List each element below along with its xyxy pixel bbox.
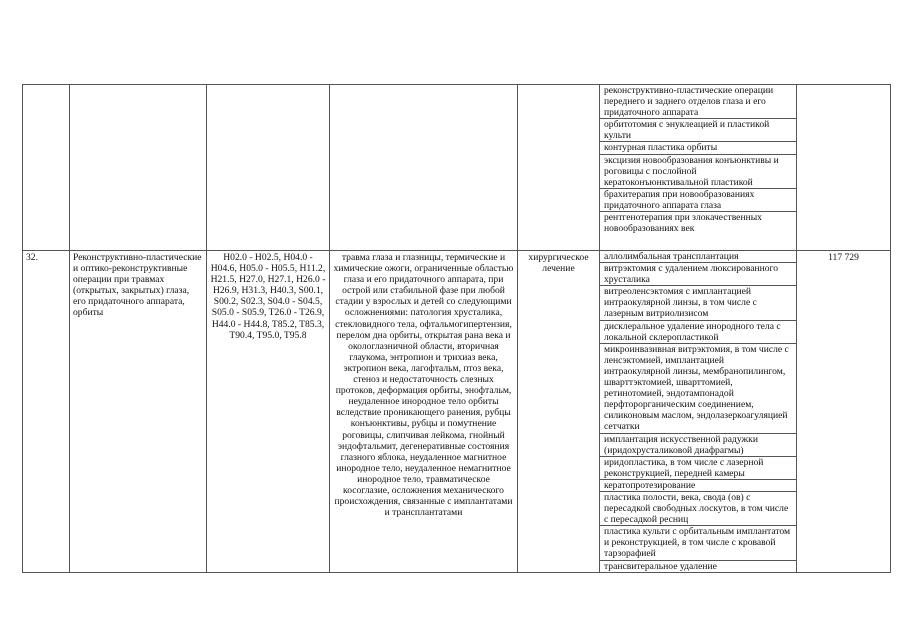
methods-list-32 bbox=[600, 251, 796, 572]
method-item: пластика полости, века, свода (ов) с пересадкой свободных лоскутов, в том числе с пересадкой ресниц bbox=[600, 492, 796, 526]
cell-treatment-empty bbox=[518, 85, 600, 251]
method-item: рентгенотерапия при злокачественных новообразованиях век bbox=[604, 212, 762, 235]
row-cost: 117 729 bbox=[797, 251, 891, 573]
method-item: дисклеральное удаление инородного тела с локальной склеропластикой bbox=[600, 321, 796, 344]
method-item: аллолимбальная трансплантация bbox=[600, 251, 796, 263]
method-item: реконструктивно-пластические операции переднего и заднего отделов глаза и его придаточного аппарата bbox=[600, 85, 796, 119]
method-item: витрэктомия с удалением люксированного хрусталика bbox=[600, 263, 796, 286]
method-item: трансвитеральное удаление bbox=[604, 560, 717, 572]
method-item: имплантация искусственной радужки (иридохрусталиковой диафрагмы) bbox=[600, 434, 796, 457]
method-item: эксцизия новообразования конъюнктивы и роговицы с послойной кератоконъюнктивальной пластикой bbox=[600, 155, 796, 189]
row-treatment: хирургическое лечение bbox=[518, 251, 600, 573]
cell-methods bbox=[600, 85, 797, 251]
method-item: брахитерапия при новообразованиях придаточного аппарата глаза bbox=[600, 189, 796, 212]
row-name: Реконструктивно-пластические и оптико-реконструктивные операции при травмах (открытых, закрытых) глаза, его придаточного аппарата, орбиты bbox=[70, 251, 207, 573]
cell-cost-empty bbox=[797, 85, 891, 251]
cell-number-empty bbox=[23, 85, 70, 251]
table-row-32 bbox=[23, 251, 891, 573]
method-item: орбитотомия с энуклеацией и пластикой культи bbox=[600, 119, 796, 142]
row-number: 32. bbox=[23, 251, 70, 573]
method-item: иридопластика, в том числе с лазерной реконструкцией, передней камеры bbox=[600, 457, 796, 480]
treatment-table bbox=[22, 84, 891, 573]
methods-list-top bbox=[600, 85, 796, 234]
table-row-continuation bbox=[23, 85, 891, 251]
method-item: контурная пластика орбиты bbox=[600, 142, 796, 154]
cell-name-empty bbox=[70, 85, 207, 251]
method-item: пластика культи с орбитальным имплантатом и реконструкцией, в том числе с кровавой тарзорафией bbox=[600, 526, 796, 560]
cell-methods bbox=[600, 251, 797, 573]
cell-model-empty bbox=[330, 85, 518, 251]
row-model: травма глаза и глазницы, термические и химические ожоги, ограниченные областью глаза и его придаточного аппарата, при острой или стабильной фазе при любой стадии у взрослых и детей со следующими осложнениями: патология хрусталика, стекловидного тела, офтальмогипертензия, перелом дна орбиты, открытая рана века и окологлазничной области, вторичная глаукома, энтропион и трихиаз века, эктропион века, лагофтальм, птоз века, стеноз и недостаточность слезных протоков, деформация орбиты, энофтальм, неудаленное инородное тело орбиты вследствие проникающего ранения, рубцы конъюнктивы, рубцы и помутнение роговицы, слипчивая лейкома, гнойный эндофтальмит, дегенеративные состояния глазного яблока, неудаленное магнитное инородное тело, неудаленное немагнитное инородное тело, травматическое косоглазие, осложнения механического происхождения, связанные с имплантатами и трансплантатами bbox=[330, 251, 518, 573]
method-item: кератопротезирование bbox=[600, 480, 796, 492]
cell-codes-empty bbox=[207, 85, 330, 251]
row-codes: H02.0 - H02.5, H04.0 - H04.6, H05.0 - H05.5, H11.2, H21.5, H27.0, H27.1, H26.0 - H26.9, H31.3, H40.3, S00.1, S00.2, S02.3, S04.0 - S04.5, S05.0 - S05.9, T26.0 - T26.9, H44.0 - H44.8, T85.2, T85.3, T90.4, T95.0, T95.8 bbox=[207, 251, 330, 573]
method-item: витреоленсэктомия с имплантацией интраокулярной линзы, в том числе с лазерным витриолизисом bbox=[600, 286, 796, 320]
method-item: микроинвазивная витрэктомия, в том числе с ленсэктомией, имплантацией интраокулярной линзы, мембранопилингом, шварттэктомией, шварттомией, ретинотомией, эндотампонадой перфторорганическим соединением, силиконовым маслом, эндолазеркоагуляцией сетчатки bbox=[600, 344, 796, 434]
